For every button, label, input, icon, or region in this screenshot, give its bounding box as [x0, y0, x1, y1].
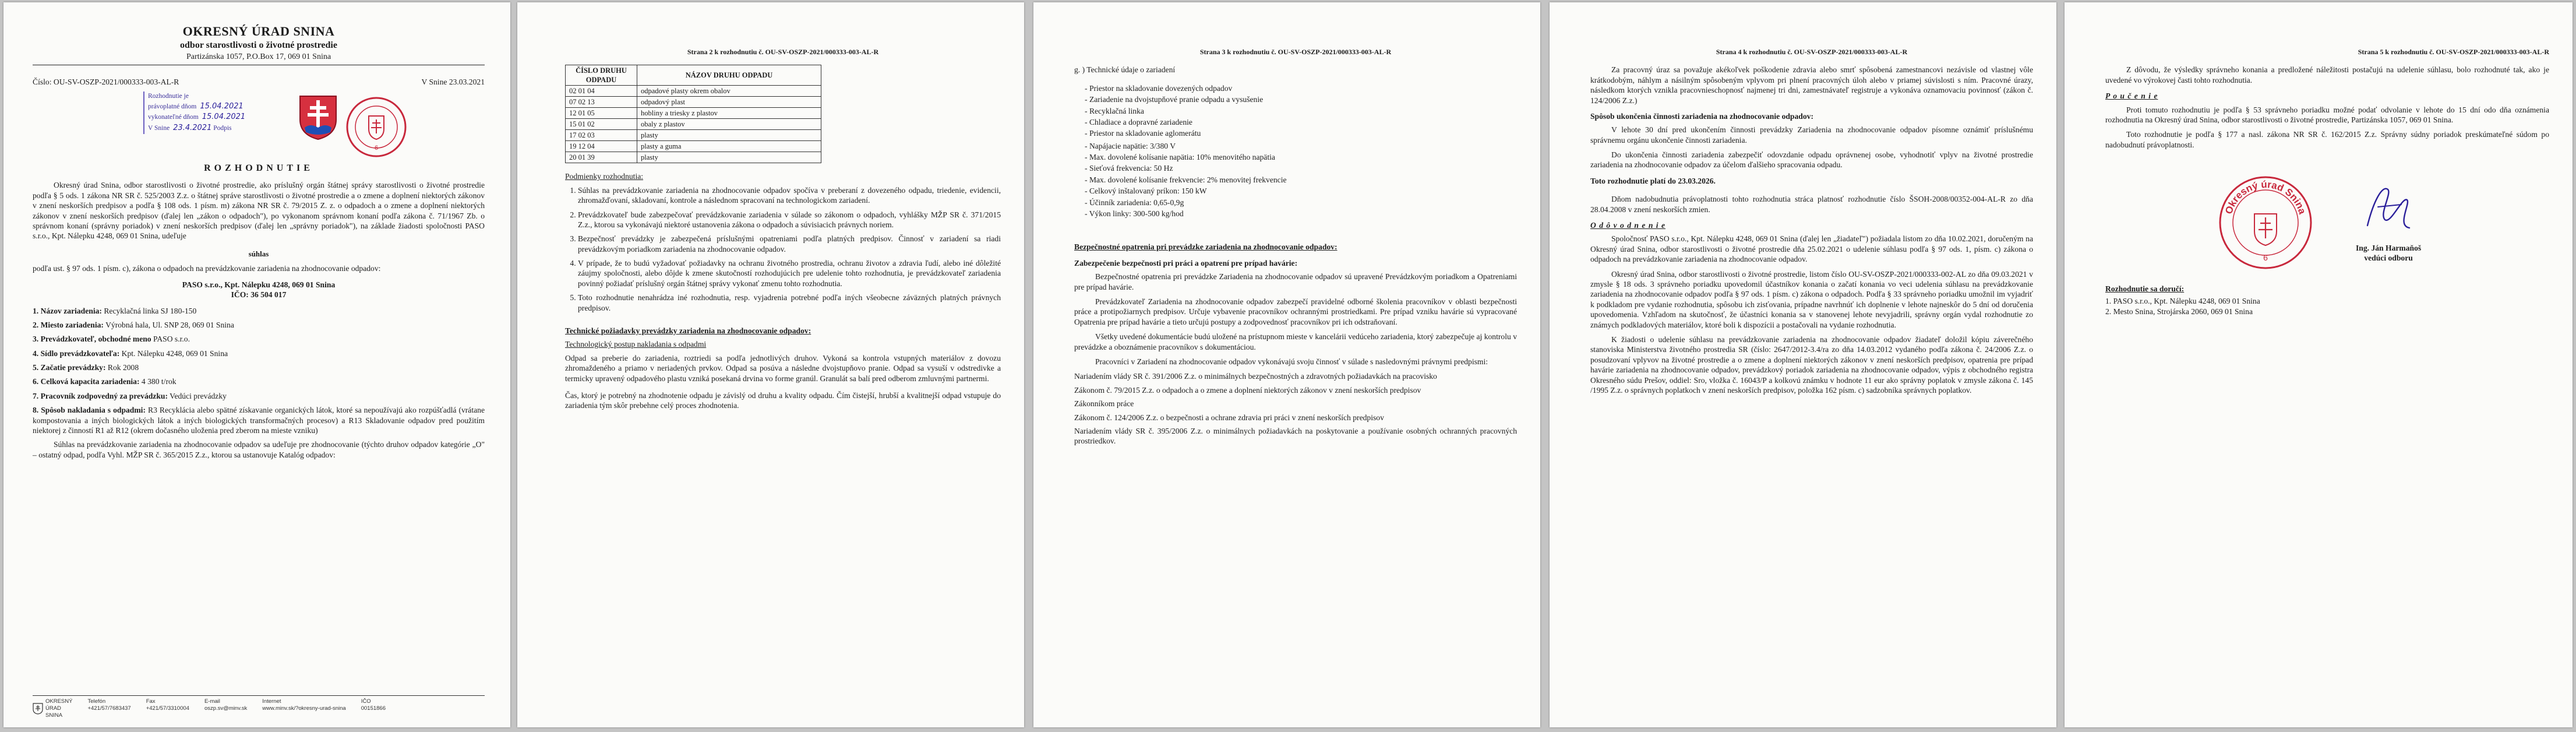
round-stamp-icon [344, 95, 408, 159]
termination-title: Spôsob ukončenia činnosti zariadenia na zhodnocovanie odpadov: [1590, 111, 1813, 121]
page-1 [3, 2, 510, 727]
running-head: Strana 5 k rozhodnutiu č. OU-SV-OSZP-2021/000333-003-AL-R [2358, 48, 2549, 56]
list-item: - Celkový inštalovaný príkon: 150 kW [1085, 186, 1517, 196]
stamp-number: 6 [2263, 253, 2268, 263]
list-item: 3. Bezpečnosť prevádzky je zabezpečená príslušnými opatreniami podľa platných predpisov. Činnosť v zariadení sa riadi prevádzkovým poriadkom zariadenia na zhodnocovanie odpadov. [578, 234, 1001, 254]
tech-requirements-title: Technické požiadavky prevádzky zariadenia na zhodnocovanie odpadov: [565, 326, 811, 336]
signer [2356, 243, 2421, 263]
table-row: 17 02 03 plasty [566, 130, 821, 141]
injury-paragraph: Za pracovný úraz sa považuje akékoľvek poškodenie zdravia alebo smrť spôsobená zamestnancovi nezávisle od vlastnej vôle krátkodobým, náhlym a násilným spôsobeným vplyvom pri plnení pracovných úloh alebo v priamej súvislosti s ním. Pracovné úrazy, následkom ktorých vznikla pracovnieschopnosť najmenej tri dni, zamestnávateľ registruje a vykonáva oznamovaciu povinnosť (zákon č. 124/2006 Z.z.) [1590, 65, 2033, 105]
list-item: Nariadením vlády SR č. 391/2006 Z.z. o minimálnych bezpečnostných a zdravotných požiadavkách na pracovisko [1074, 372, 1437, 381]
table-header-row [566, 65, 821, 86]
list-item: 6. Celková kapacita zariadenia: 4 380 t/rok [33, 377, 177, 386]
conditions-list [565, 185, 1001, 313]
stamp-text: Okresný úrad Snina [2223, 178, 2308, 216]
coat-of-arms-icon [298, 94, 338, 140]
specs-list [1074, 141, 1517, 219]
equipment-list [1074, 83, 1517, 139]
intro-paragraph: Okresný úrad Snina, odbor starostlivosti o životné prostredie, ako príslušný orgán štátnej správy starostlivosti o životné prostredie podľa § 5 ods. 1 zákona NR SR č. 525/2003 Z.z. o štátnej správe starostlivosti o životné prostredie a o zmene a doplnení niektorých zákonov v znení neskorších predpisov a podľa § 108 ods. 1 písm. m) zákona NR SR č. 79/2015 Z. z. o odpadoch a o zmene a doplnení niektorých zákonov v znení neskorších predpisov (ďalej len „zákon o odpadoch"), po vykonanom správnom konaní podľa zákona č. 71/1967 Zb. o správnom konaní (správny poriadok) v znení neskorších predpisov (ďalej len „správny poriadok"), na základe žiadosti spoločnosti PASO s.r.o., Kpt. Nálepku 4248, 069 01 Snina, udeľuje [33, 181, 485, 241]
official-stamp-icon [2216, 173, 2315, 272]
valid-until: Toto rozhodnutie platí do 23.03.2026. [1590, 176, 1716, 185]
conditions-title: Podmienky rozhodnutia: [565, 172, 644, 181]
closing-paragraph: Súhlas na prevádzkovanie zariadenia na zhodnocovanie odpadov sa udeľuje pre zhodnocovanie (týchto druhov odpadov kategórie „O" – ostatný odpad, podľa Vyhl. MŽP SR č. 365/2015 Z.z., ktorou sa ustanovuje Katalóg odpadov: [33, 440, 485, 459]
running-head: Strana 3 k rozhodnutiu č. OU-SV-OSZP-2021/000333-003-AL-R [1199, 48, 1392, 56]
list-item: 7. Pracovník zodpovedný za prevádzku: Vedúci prevádzky [33, 391, 227, 400]
list-item: 3. Prevádzkovateľ, obchodné meno PASO s.r.o. [33, 335, 190, 344]
footer-fax: +421/57/3310004 [146, 705, 189, 712]
facility-details-list [33, 306, 485, 436]
table-row: 15 01 02 obaly z plastov [566, 119, 821, 130]
list-item: - Max. dovolené kolísanie napätia: 10% menovitého napätia [1085, 152, 1517, 162]
list-item: - Chladiace a dopravné zariadenie [1085, 117, 1517, 127]
list-item: 1. Súhlas na prevádzkovanie zariadenia na zhodnocovanie odpadov spočíva v preberaní z dovezeného odpadu, triedenie, evidencii, zhromažďovaní, skladovaní, kontrole a následnom spracovaní na technologickom zariadení. [578, 185, 1001, 206]
page-5 [2065, 2, 2573, 727]
table-row: 20 01 39 plasty [566, 152, 821, 163]
reasoning-title: O d ô v o d n e n i e [1590, 221, 1665, 230]
filing-label-3: vykonateľné dňom [148, 114, 199, 121]
company-line: PASO s.r.o., Kpt. Nálepku 4248, 069 01 Snina [182, 280, 336, 289]
page-2 [517, 2, 1024, 727]
laws-list [1074, 371, 1517, 446]
instruction-title: P o u č e n i e [2105, 92, 2158, 101]
handwritten-signature-icon [2356, 179, 2420, 237]
filing-value-3: 23.4.2021 [173, 124, 212, 133]
waste-types-table [565, 65, 821, 163]
list-item: Zákonom č. 79/2015 Z.z. o odpadoch a o zmene a doplnení niektorých zákonov v znení neskorších predpisov [1074, 385, 1421, 395]
coat-of-arms-small-icon [33, 703, 43, 715]
footer-web-label: Internet [262, 698, 281, 705]
list-item: Zákonom č. 124/2006 Z.z. o bezpečnosti a ochrane zdravia pri práci v znení neskorších predpisov [1074, 413, 1384, 422]
footer-web: www.minv.sk/?okresny-urad-snina [262, 705, 346, 712]
office-department: odbor starostlivosti o životné prostredie [180, 40, 337, 51]
list-item: - Účinník zariadenia: 0,65-0,9g [1085, 198, 1517, 207]
list-item: - Napájacie napätie: 3/380 V [1085, 141, 1517, 151]
page-4 [1550, 2, 2056, 727]
consent-heading: súhlas [248, 249, 269, 258]
case-number: Číslo: OU-SV-OSZP-2021/000333-003-AL-R [33, 77, 179, 86]
table-row: 02 01 04 odpadové plasty okrem obalov [566, 86, 821, 97]
page-footer [33, 695, 485, 719]
recipients-list [2105, 296, 2549, 316]
list-item: - Priestor na skladovanie dovezených odpadov [1085, 83, 1517, 93]
footer-logo [33, 698, 72, 719]
safety-subtitle: Zabezpečenie bezpečnosti pri práci a opatrení pre prípad havárie: [1074, 258, 1298, 268]
reasoning-paragraph-3: K žiadosti o udelenie súhlasu na prevádzkovanie zariadenia na zhodnocovanie odpadov žiadateľ doložil kópiu záverečného stanoviska Ministerstva životného prostredia SR (číslo: 2647/2012-3.4/ra zo dňa 14.03.2012 vydaného podľa zákona č. 24/2006 Z.z. o posudzovaní vplyvov na životné prostredie a o zmene a doplnení niektorých zákonov v znení neskorších predpisov, opatrenia pre prípad havárie zariadenia na zhodnocovanie odpadov, prevádzkový poriadok zariadenia na zhodnocovanie odpadov, výpis z obchodného registra Okresného súdu Prešov, oddiel: Sro, vložka č. 16043/P a kolkovú známku v hodnote 11 eur ako správny poplatok v zmysle zákona č. 145 /1995 Z.z. o správnych poplatkoch v znení neskorších predpisov, položka 162 písm. c) sadzobníka správnych poplatkov. [1590, 335, 2033, 395]
safety-paragraph-2: Prevádzkovateľ Zariadenia na zhodnocovanie odpadov zabezpečí pravidelné odborné školenia pracovníkov v oblasti bezpečnosti práce a protipožiarnych predpisov. Určuje vybavenie pracovníkov ochrannými prostriedkami. Pre prípad vzniku havárie sú vypracované Opatrenia pre prípad havárie a tieto určujú postupy a zodpovednosť pracovníkov pri ich odstraňovaní. [1074, 297, 1517, 326]
list-item: 1. Názov zariadenia: Recyklačná linka SJ 180-150 [33, 306, 197, 315]
footer-phone-label: Telefón [87, 698, 106, 705]
filing-value-1: 15.04.2021 [200, 101, 244, 111]
filing-value-2: 15.04.2021 [202, 112, 246, 122]
table-row: 07 02 13 odpadový plast [566, 97, 821, 108]
list-item: 4. Sídlo prevádzkovateľa: Kpt. Nálepku 4248, 069 01 Snina [33, 349, 228, 358]
reasoning-paragraph-2: Okresný úrad Snina, odbor starostlivosti o životné prostredie, listom číslo OU-SV-OSZP-2021/000333-002-AL zo dňa 09.03.2021 v zmysle § 18 ods. 3 správneho poriadku upovedomil účastníkov konania o začatí konania vo veci udelenia súhlasu na prevádzkovanie zariadenia na zhodnocovanie odpadov podľa § 97 ods. 1 písm. c) zákona o odpadoch. Podľa § 33 správneho poriadku umožnil im vyjadriť k podkladom pre vydanie rozhodnutia, spôsobu ich zisťovania, prípadne navrhnúť ich doplnenie v lehote najneskôr do 5 dní od doručenia upovedomenia. Vzhľadom na skutočnosť, že účastníci konania sa v stanovenej lehote nevyjadrili, správny orgán vydal rozhodnutie zo známych podkladových materiálov, ktoré boli k dispozícii a postačovali na vydanie rozhodnutia. [1590, 269, 2033, 329]
filing-label-1: Rozhodnutie je [148, 92, 189, 100]
footer-fax-label: Fax [146, 698, 156, 705]
column-header-code: ČÍSLO DRUHU ODPADU [566, 65, 637, 86]
footer-email-label: E-mail [204, 698, 220, 705]
signature-block [2105, 167, 2549, 278]
company-ico: IČO: 36 504 017 [231, 290, 287, 300]
stamp-row [33, 90, 485, 160]
table-row: 19 12 04 plasty a guma [566, 141, 821, 152]
consent-basis: podľa ust. § 97 ods. 1 písm. c), zákona o odpadoch na prevádzkovanie zariadenia na zhodnocovanie odpadov: [33, 264, 381, 273]
decision-title: ROZHODNUTIE [204, 163, 313, 173]
office-address: Partizánska 1057, P.O.Box 17, 069 01 Snina [33, 52, 485, 65]
safety-paragraph-3: Všetky uvedené dokumentácie budú uložené na prístupnom mieste v kancelárii vedúceho zariadenia, ktorý zabezpečuje aj kontrolu v prevádzke a oboznámenie pracovníkov s dokumentáciou. [1074, 332, 1517, 351]
list-item: 8. Spôsob nakladania s odpadmi: R3 Recyklácia alebo spätné získavanie organických látok, ktoré sa nepoužívajú ako rozpúšťadlá (vrátane kompostovania a iných biologických látok a iných biologických transformačných procesov) a R13 Skladovanie odpadov pred použitím niektorej z činností R1 až R12 (okrem dočasného uloženia pred zberom na mieste vzniku) [33, 406, 485, 435]
list-item: - Výkon linky: 300-500 kg/hod [1085, 209, 1517, 219]
supersedes-paragraph: Dňom nadobudnutia právoplatnosti tohto rozhodnutia stráca platnosť rozhodnutie číslo ŠSOH-2008/00352-004-AL-R zo dňa 28.04.2008 v znení neskorších zmien. [1590, 195, 2033, 214]
list-item: - Zariadenie na dvojstupňové pranie odpadu a vysušenie [1085, 94, 1517, 104]
tech-paragraph-2: Čas, ktorý je potrebný na zhodnotenie odpadu je závislý od druhu a kvality odpadu. Čím čistejší, hrubší a kvalitnejší odpad vstupuje do zariadenia tým skôr prebehne celý proces zhodnotenia. [565, 391, 1001, 410]
list-item: 4. V prípade, že to budú vyžadovať požiadavky na ochranu životného prostredia, ochranu životov a zdravia ľudí, alebo iné dôležité záujmy spoločnosti, alebo dôjde k zmene skutočností rozhodujúcich pre udelenie tohto rozhodnutia, je prevádzkovateľ zariadenia povinný požiadať príslušný orgán štátnej správy vykonať zmenu tohto rozhodnutia. [578, 258, 1001, 288]
tech-paragraph-1: Odpad sa preberie do zariadenia, roztriedi sa podľa jednotlivých druhov. Vykoná sa kontrola vstupných materiálov z dovozu zhromaždeného a priamo v neriadených prvkov. Odpad sa posúva a následne dvojstupňovo pranie. Odpad sa vysuší v odstredivke a termicky upravený odpadového plastu vzniká posekaná drvina vo forme granúl. Granulát sa balí pred odberom zmluvnými partnermi. [565, 353, 1001, 383]
validity-stamp [143, 92, 245, 134]
office-name: OKRESNÝ ÚRAD SNINA [182, 24, 335, 38]
safety-paragraph-4: Pracovníci v Zariadení na zhodnocovanie odpadov vykonávajú svoju činnosť v súlade s nasledovnými právnymi predpismi: [1095, 357, 1488, 366]
footer-phone: +421/57/7683437 [87, 705, 131, 712]
tech-data-heading: g. ) Technické údaje o zariadení [1074, 65, 1176, 75]
footer-org-2: ÚRAD [45, 705, 61, 712]
court-review-paragraph: Toto rozhodnutie je podľa § 177 a nasl. zákona NR SR č. 162/2015 Z.z. Správny súdny poriadok preskúmateľné súdom po nadobudnutí právoplatnosti. [2105, 130, 2549, 149]
filing-label-4: V Snine [148, 125, 170, 132]
reference-line [33, 77, 485, 87]
table-row: 12 01 05 hobliny a triesky z plastov [566, 108, 821, 119]
footer-org-3: SNINA [45, 712, 63, 719]
list-item: 5. Začatie prevádzky: Rok 2008 [33, 363, 139, 372]
list-item: 2. Miesto zariadenia: Výrobná hala, Ul. SNP 28, 069 01 Snina [33, 320, 234, 329]
list-item: - Recyklačná linka [1085, 106, 1517, 116]
list-item: 1. PASO s.r.o., Kpt. Nálepku 4248, 069 01 Snina [2105, 297, 2260, 306]
tech-procedure-subtitle: Technologický postup nakladania s odpadmi [565, 340, 707, 349]
footer-email: oszp.sv@minv.sk [204, 705, 248, 712]
list-item: - Sieťová frekvencia: 50 Hz [1085, 163, 1517, 173]
footer-ico-label: IČO [361, 698, 371, 705]
list-item: - Priestor na skladovanie aglomerátu [1085, 128, 1517, 138]
running-head: Strana 2 k rozhodnutiu č. OU-SV-OSZP-2021/000333-003-AL-R [687, 48, 879, 56]
list-item: 2. Prevádzkovateľ bude zabezpečovať prevádzkovanie zariadenia v súlade so zákonom o odpadoch, vyhlášky MŽP SR č. 371/2015 Z.z., ktorou sa vykonávajú niektoré ustanovenia zákona o odpadoch a súvisiacich právnych noriem. [578, 210, 1001, 230]
column-header-name: NÁZOV DRUHU ODPADU [637, 65, 821, 86]
list-item: - Max. dovolené kolísanie frekvencie: 2% menovitej frekvencie [1085, 175, 1517, 185]
termination-paragraph-2: Do ukončenia činnosti zariadenia zabezpečiť odovzdanie odpadu oprávnenej osobe, vyhodnotiť vplyv na životné prostredie zariadenia na zhodnocovanie odpadov za účelom ďalšieho spracovania odpadu. [1590, 150, 2033, 170]
page-3 [1033, 2, 1540, 727]
conclusion-paragraph: Z dôvodu, že výsledky správneho konania a predložené náležitosti postačujú na udelenie súhlasu, bolo rozhodnuté tak, ako je uvedené vo výrokovej časti tohto rozhodnutia. [2105, 65, 2549, 85]
footer-org-1: OKRESNÝ [45, 698, 73, 705]
reasoning-paragraph-1: Spoločnosť PASO s.r.o., Kpt. Nálepku 4248, 069 01 Snina (ďalej len „žiadateľ") požiadala listom zo dňa 10.02.2021, doručeným na Okresný úrad Snina, odbor starostlivosti o životné prostredie dňa 25.02.2021 o udelenie súhlasu podľa § 97 ods. 1, písm. c) zákona o odpadoch na prevádzkovanie zariadenia na zhodnocovanie odpadov. [1590, 234, 2033, 264]
list-item: Zákonníkom práce [1074, 399, 1134, 409]
footer-ico: 00151866 [361, 705, 386, 712]
termination-paragraph-1: V lehote 30 dní pred ukončením činnosti prevádzky Zariadenia na zhodnocovanie odpadov písomne oznámiť príslušnému správnemu orgánu ukončenie činnosti zariadenia. [1590, 125, 2033, 145]
list-item: Nariadením vlády SR č. 395/2006 Z.z. o minimálnych požiadavkách na poskytovanie a používanie osobných ochranných pracovných prostriedkov. [1074, 426, 1517, 446]
signer-role: vedúci odboru [2364, 254, 2413, 263]
appeal-paragraph: Proti tomuto rozhodnutiu je podľa § 53 správneho poriadku možné podať odvolanie v lehote do 15 dní odo dňa oznámenia rozhodnutia na Okresný úrad Snina, odbor starostlivosti o životné prostredie, Partizánska 1057, 069 01 Snina. [2105, 105, 2549, 124]
list-item: 5. Toto rozhodnutie nenahrádza iné rozhodnutia, resp. vyjadrenia potrebné podľa iných všeobecne záväzných platných právnych predpisov. [578, 293, 1001, 313]
safety-paragraph-1: Bezpečnostné opatrenia pri prevádzke Zariadenia na zhodnocovanie odpadov sú upravené Prevádzkovým poriadkom a Opatreniami pre prípad havárie. [1074, 272, 1517, 291]
signer-name: Ing. Ján Harmaňoš [2356, 244, 2422, 253]
place-date: V Snine 23.03.2021 [421, 77, 485, 86]
running-head: Strana 4 k rozhodnutiu č. OU-SV-OSZP-2021/000333-003-AL-R [1716, 48, 1908, 56]
list-item: 2. Mesto Snina, Strojárska 2060, 069 01 Snina [2105, 307, 2253, 316]
stamp-number: 6 [374, 144, 379, 152]
safety-title: Bezpečnostné opatrenia pri prevádzke zariadenia na zhodnocovanie odpadov: [1074, 242, 1338, 252]
delivery-title: Rozhodnutie sa doručí: [2105, 284, 2185, 294]
filing-label-5: Podpis [213, 125, 232, 132]
filing-label-2: právoplatné dňom [148, 103, 197, 110]
